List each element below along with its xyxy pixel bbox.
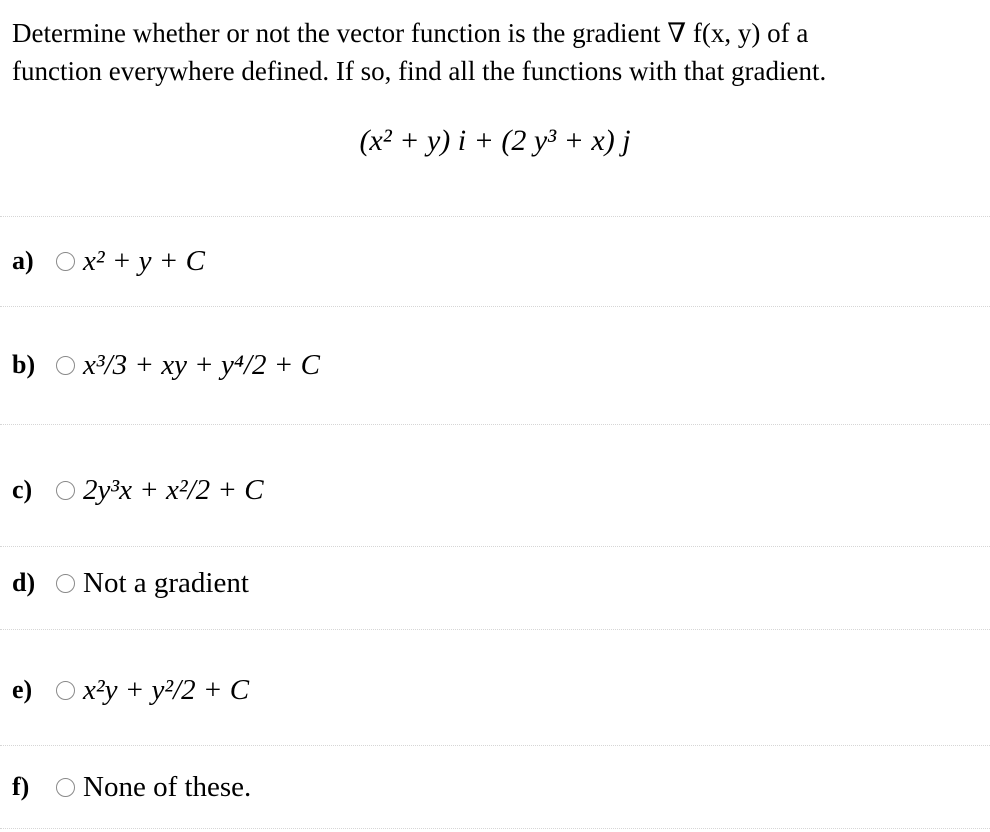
question-line-2: function everywhere defined. If so, find all the functions with that gradient. [12,56,827,86]
choice-a-text: x² + y + C [83,244,205,277]
choice-e-radio[interactable] [56,681,75,700]
choice-d-radio[interactable] [56,574,75,593]
choice-b[interactable] [12,335,320,395]
choice-f-radio[interactable] [56,778,75,797]
choice-d-text: Not a gradient [83,566,249,599]
choice-b-text: x³/3 + xy + y⁴/2 + C [83,348,320,381]
choice-a[interactable] [12,231,205,291]
question-line-1: Determine whether or not the vector function is the gradient ∇ f(x, y) of a [12,18,809,48]
choice-e-text: x²y + y²/2 + C [83,673,250,706]
choice-f[interactable] [12,757,251,817]
choice-f-label: f) [12,772,30,801]
choice-c-text: 2y³x + x²/2 + C [83,473,264,506]
choice-f-text: None of these. [83,770,252,803]
choice-b-label: b) [12,350,36,379]
choice-e[interactable] [12,660,249,720]
choice-a-radio[interactable] [56,252,75,271]
choice-a-label: a) [12,246,34,275]
choice-e-label: e) [12,675,33,704]
choice-d-label: d) [12,568,36,597]
choice-d[interactable] [12,553,249,613]
choice-c-label: c) [12,475,33,504]
vector-function: (x² + y) i + (2 y³ + x) j [359,124,631,157]
choice-c[interactable] [12,460,264,520]
choice-c-radio[interactable] [56,481,75,500]
question-text [12,14,982,90]
choice-b-radio[interactable] [56,356,75,375]
